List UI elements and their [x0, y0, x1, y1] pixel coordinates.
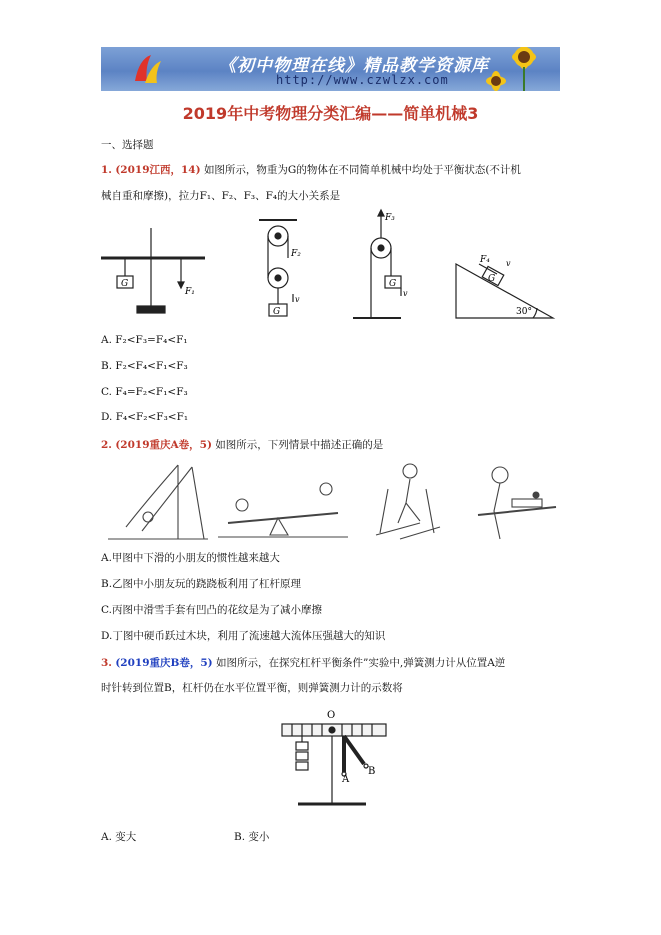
- q3-text-2: 时针转到位置B，杠杆仍在水平位置平衡，则弹簧测力计的示数将: [101, 682, 403, 694]
- q1-source: (2019江西，14): [115, 164, 201, 176]
- lever-diagram: [101, 228, 205, 313]
- q1-angle-label: 30°: [516, 307, 532, 317]
- q3-line-1: [101, 655, 505, 670]
- q2-option-c[interactable]: C.丙图中滑雪手套有凹凸的花纹是为了减小摩擦: [101, 604, 322, 616]
- q1-f4-label: F₄: [480, 255, 490, 265]
- q3-figure: [268, 704, 398, 812]
- sunflower-icon: [474, 47, 554, 91]
- q2-line: [101, 437, 383, 452]
- q1-g-label-4: G: [488, 274, 496, 284]
- q1-v-label-3: v: [506, 259, 511, 268]
- q2-option-b[interactable]: B.乙图中小朋友玩的跷跷板利用了杠杆原理: [101, 578, 302, 590]
- q1-g-label-1: G: [121, 279, 129, 289]
- q1-v-label-1: v: [295, 295, 300, 304]
- incline-diagram: [456, 264, 553, 318]
- coin-jump-scene-illustration: [478, 467, 556, 539]
- q2-option-d[interactable]: D.丁图中硬币跃过木块，利用了流速越大流体压强越大的知识: [101, 630, 386, 642]
- q1-line-1: [101, 162, 521, 177]
- q1-f2-label: F₂: [291, 249, 301, 259]
- q1-g-label-3: G: [389, 279, 397, 289]
- q1-text-1: 如图所示，物重为G的物体在不同简单机械中均处于平衡状态(不计机: [203, 164, 521, 176]
- q3-b-label: B: [368, 766, 376, 777]
- lever-balance-diagram: [282, 724, 386, 804]
- q3-number: 3.: [101, 657, 112, 669]
- q1-number: 1.: [101, 164, 112, 176]
- section-heading: 一、选择题: [101, 139, 154, 151]
- single-pulley-diagram: [353, 210, 401, 318]
- q3-option-b[interactable]: B. 变小: [234, 831, 270, 843]
- q3-option-a[interactable]: A. 变大: [101, 831, 137, 843]
- q3-source: (2019重庆B卷，5): [115, 657, 213, 669]
- pulley-block-diagram: [259, 220, 297, 316]
- banner-title: 《初中物理在线》精品教学资源库: [219, 56, 489, 76]
- q3-a-label: A: [342, 774, 350, 785]
- q1-text-2: 械自重和摩擦)，拉力F₁、F₂、F₃、F₄的大小关系是: [101, 190, 341, 202]
- site-logo-icon: [129, 51, 165, 87]
- q2-figure: [108, 459, 558, 545]
- slide-scene-illustration: [108, 465, 208, 539]
- q1-f1-label: F₁: [185, 287, 195, 297]
- q2-text: 如图所示，下列情景中描述正确的是: [215, 439, 384, 451]
- q1-option-a[interactable]: A. F₂<F₃=F₄<F₁: [101, 334, 188, 346]
- q1-f3-label: F₃: [385, 213, 395, 223]
- header-banner: [101, 47, 560, 91]
- q2-number: 2.: [101, 439, 112, 451]
- q1-g-label-2: G: [273, 307, 281, 317]
- q1-option-d[interactable]: D. F₄<F₂<F₃<F₁: [101, 411, 189, 423]
- q1-figure: [101, 208, 561, 326]
- page-title: 2019年中考物理分类汇编——简单机械3: [182, 104, 479, 123]
- q1-option-b[interactable]: B. F₂<F₄<F₁<F₃: [101, 360, 188, 372]
- q2-option-a[interactable]: A.甲图中下滑的小朋友的惯性越来越大: [101, 552, 280, 564]
- q1-option-c[interactable]: C. F₄=F₂<F₁<F₃: [101, 386, 188, 398]
- q1-v-label-2: v: [403, 289, 408, 298]
- q2-source: (2019重庆A卷，5): [115, 439, 212, 451]
- q3-text-1: 如图所示，在探究杠杆平衡条件”实验中,弹簧测力计从位置A逆: [216, 657, 506, 669]
- seesaw-scene-illustration: [218, 483, 348, 537]
- q3-o-label: O: [327, 710, 336, 721]
- banner-url[interactable]: http://www.czwlzx.com: [276, 73, 449, 87]
- skier-scene-illustration: [376, 464, 440, 539]
